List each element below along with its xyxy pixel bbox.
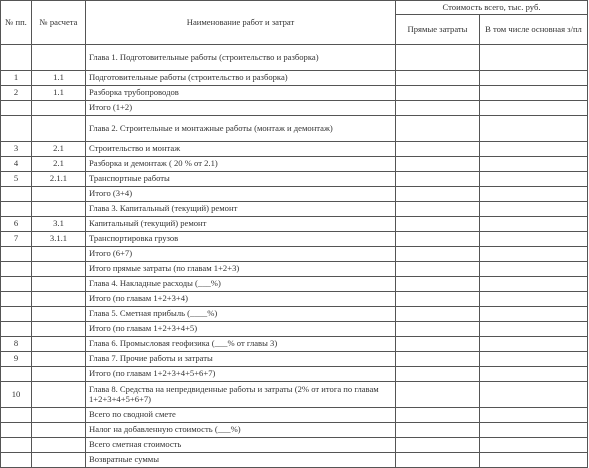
row-direct-costs xyxy=(396,86,480,101)
row-work-name: Глава 1. Подготовительные работы (строительство и разборка) xyxy=(86,45,396,71)
row-work-name: Всего по сводной смете xyxy=(86,408,396,423)
header-total-cost: Стоимость всего, тыс. руб. xyxy=(396,1,588,15)
row-direct-costs xyxy=(396,71,480,86)
table-row xyxy=(1,423,588,438)
row-work-name: Разборка трубопроводов xyxy=(86,86,396,101)
row-calc-number xyxy=(32,337,86,352)
table-row xyxy=(1,262,588,277)
row-work-name: Итого (по главам 1+2+3+4) xyxy=(86,292,396,307)
row-base-wage xyxy=(480,262,588,277)
row-base-wage xyxy=(480,71,588,86)
row-calc-number xyxy=(32,352,86,367)
row-calc-number xyxy=(32,322,86,337)
row-number xyxy=(1,262,32,277)
table-row xyxy=(1,352,588,367)
row-calc-number xyxy=(32,367,86,382)
row-direct-costs xyxy=(396,172,480,187)
header-calc-number: № расчета xyxy=(32,1,86,45)
row-base-wage xyxy=(480,352,588,367)
table-row xyxy=(1,217,588,232)
row-direct-costs xyxy=(396,45,480,71)
table-row xyxy=(1,367,588,382)
row-base-wage xyxy=(480,142,588,157)
table-row xyxy=(1,453,588,468)
row-calc-number: 2.1.1 xyxy=(32,172,86,187)
row-number xyxy=(1,307,32,322)
row-number: 4 xyxy=(1,157,32,172)
header-base-wage: В том числе основная з/пл xyxy=(480,15,588,45)
row-number xyxy=(1,101,32,116)
row-work-name: Глава 8. Средства на непредвиденные работы и затраты (2% от итога по главам 1+2+3+4+5+6+7) xyxy=(86,382,396,408)
table-row xyxy=(1,157,588,172)
row-base-wage xyxy=(480,408,588,423)
table-row xyxy=(1,142,588,157)
row-calc-number xyxy=(32,187,86,202)
row-work-name: Строительство и монтаж xyxy=(86,142,396,157)
row-direct-costs xyxy=(396,247,480,262)
row-direct-costs xyxy=(396,116,480,142)
row-base-wage xyxy=(480,337,588,352)
row-calc-number xyxy=(32,202,86,217)
row-number: 2 xyxy=(1,86,32,101)
row-base-wage xyxy=(480,453,588,468)
row-number xyxy=(1,453,32,468)
table-row xyxy=(1,86,588,101)
row-calc-number xyxy=(32,453,86,468)
row-direct-costs xyxy=(396,423,480,438)
row-number: 7 xyxy=(1,232,32,247)
table-row xyxy=(1,292,588,307)
row-direct-costs xyxy=(396,352,480,367)
row-base-wage xyxy=(480,217,588,232)
header-work-name: Наименование работ и затрат xyxy=(86,1,396,45)
table-row xyxy=(1,408,588,423)
row-base-wage xyxy=(480,187,588,202)
row-direct-costs xyxy=(396,277,480,292)
row-base-wage xyxy=(480,45,588,71)
row-number xyxy=(1,292,32,307)
table-row xyxy=(1,202,588,217)
row-number xyxy=(1,202,32,217)
row-calc-number: 1.1 xyxy=(32,86,86,101)
row-number xyxy=(1,45,32,71)
row-calc-number: 2.1 xyxy=(32,157,86,172)
row-calc-number: 2.1 xyxy=(32,142,86,157)
table-row xyxy=(1,45,588,71)
table-row xyxy=(1,277,588,292)
table-row xyxy=(1,101,588,116)
row-base-wage xyxy=(480,307,588,322)
row-number xyxy=(1,116,32,142)
row-work-name: Итого (1+2) xyxy=(86,101,396,116)
row-direct-costs xyxy=(396,337,480,352)
row-work-name: Всего сметная стоимость xyxy=(86,438,396,453)
row-work-name: Транспортные работы xyxy=(86,172,396,187)
row-calc-number xyxy=(32,116,86,142)
row-work-name: Итого (3+4) xyxy=(86,187,396,202)
table-row xyxy=(1,307,588,322)
row-direct-costs xyxy=(396,322,480,337)
row-calc-number xyxy=(32,307,86,322)
table-row xyxy=(1,247,588,262)
row-work-name: Глава 2. Строительные и монтажные работы (монтаж и демонтаж) xyxy=(86,116,396,142)
row-direct-costs xyxy=(396,262,480,277)
row-base-wage xyxy=(480,322,588,337)
row-number: 3 xyxy=(1,142,32,157)
row-calc-number xyxy=(32,101,86,116)
row-direct-costs xyxy=(396,202,480,217)
row-direct-costs xyxy=(396,187,480,202)
row-direct-costs xyxy=(396,292,480,307)
row-calc-number xyxy=(32,423,86,438)
row-base-wage xyxy=(480,292,588,307)
row-direct-costs xyxy=(396,142,480,157)
row-number xyxy=(1,247,32,262)
row-calc-number: 1.1 xyxy=(32,71,86,86)
row-base-wage xyxy=(480,438,588,453)
row-work-name: Итого (по главам 1+2+3+4+5) xyxy=(86,322,396,337)
table-row xyxy=(1,337,588,352)
row-base-wage xyxy=(480,382,588,408)
table-row xyxy=(1,116,588,142)
row-work-name: Транспортировка грузов xyxy=(86,232,396,247)
table-row xyxy=(1,187,588,202)
row-base-wage xyxy=(480,101,588,116)
row-direct-costs xyxy=(396,217,480,232)
table-row xyxy=(1,382,588,408)
table-row xyxy=(1,438,588,453)
row-number: 9 xyxy=(1,352,32,367)
row-calc-number: 3.1.1 xyxy=(32,232,86,247)
row-base-wage xyxy=(480,232,588,247)
row-number xyxy=(1,408,32,423)
row-base-wage xyxy=(480,277,588,292)
row-number: 1 xyxy=(1,71,32,86)
row-work-name: Разборка и демонтаж ( 20 % от 2.1) xyxy=(86,157,396,172)
row-calc-number xyxy=(32,382,86,408)
row-base-wage xyxy=(480,202,588,217)
row-direct-costs xyxy=(396,232,480,247)
row-number: 5 xyxy=(1,172,32,187)
table-row xyxy=(1,172,588,187)
row-work-name: Налог на добавленную стоимость (___%) xyxy=(86,423,396,438)
row-work-name: Глава 4. Накладные расходы (___%) xyxy=(86,277,396,292)
row-calc-number xyxy=(32,438,86,453)
row-number: 8 xyxy=(1,337,32,352)
row-base-wage xyxy=(480,367,588,382)
row-calc-number xyxy=(32,45,86,71)
table-row xyxy=(1,71,588,86)
row-number xyxy=(1,438,32,453)
row-base-wage xyxy=(480,116,588,142)
row-number xyxy=(1,322,32,337)
row-direct-costs xyxy=(396,382,480,408)
row-direct-costs xyxy=(396,408,480,423)
row-work-name: Глава 5. Сметная прибыль (____%) xyxy=(86,307,396,322)
row-calc-number xyxy=(32,262,86,277)
row-base-wage xyxy=(480,157,588,172)
row-calc-number xyxy=(32,247,86,262)
row-work-name: Итого (по главам 1+2+3+4+5+6+7) xyxy=(86,367,396,382)
row-calc-number xyxy=(32,277,86,292)
row-number xyxy=(1,367,32,382)
row-work-name: Возвратные суммы xyxy=(86,453,396,468)
row-base-wage xyxy=(480,423,588,438)
table-row xyxy=(1,322,588,337)
row-base-wage xyxy=(480,86,588,101)
row-direct-costs xyxy=(396,438,480,453)
row-number xyxy=(1,423,32,438)
row-number: 10 xyxy=(1,382,32,408)
row-work-name: Итого (6+7) xyxy=(86,247,396,262)
row-calc-number xyxy=(32,408,86,423)
header-direct-costs: Прямые затраты xyxy=(396,15,480,45)
table-row xyxy=(1,232,588,247)
row-base-wage xyxy=(480,172,588,187)
header-number: № пп. xyxy=(1,1,32,45)
row-direct-costs xyxy=(396,307,480,322)
row-work-name: Глава 6. Промысловая геофизика (___% от главы 3) xyxy=(86,337,396,352)
row-direct-costs xyxy=(396,157,480,172)
row-base-wage xyxy=(480,247,588,262)
row-work-name: Глава 7. Прочие работы и затраты xyxy=(86,352,396,367)
row-direct-costs xyxy=(396,367,480,382)
row-calc-number: 3.1 xyxy=(32,217,86,232)
row-work-name: Капитальный (текущий) ремонт xyxy=(86,217,396,232)
row-number: 6 xyxy=(1,217,32,232)
row-number xyxy=(1,187,32,202)
row-direct-costs xyxy=(396,453,480,468)
row-work-name: Подготовительные работы (строительство и разборка) xyxy=(86,71,396,86)
row-calc-number xyxy=(32,292,86,307)
row-work-name: Итого прямые затраты (по главам 1+2+3) xyxy=(86,262,396,277)
row-number xyxy=(1,277,32,292)
row-work-name: Глава 3. Капитальный (текущий) ремонт xyxy=(86,202,396,217)
row-direct-costs xyxy=(396,101,480,116)
